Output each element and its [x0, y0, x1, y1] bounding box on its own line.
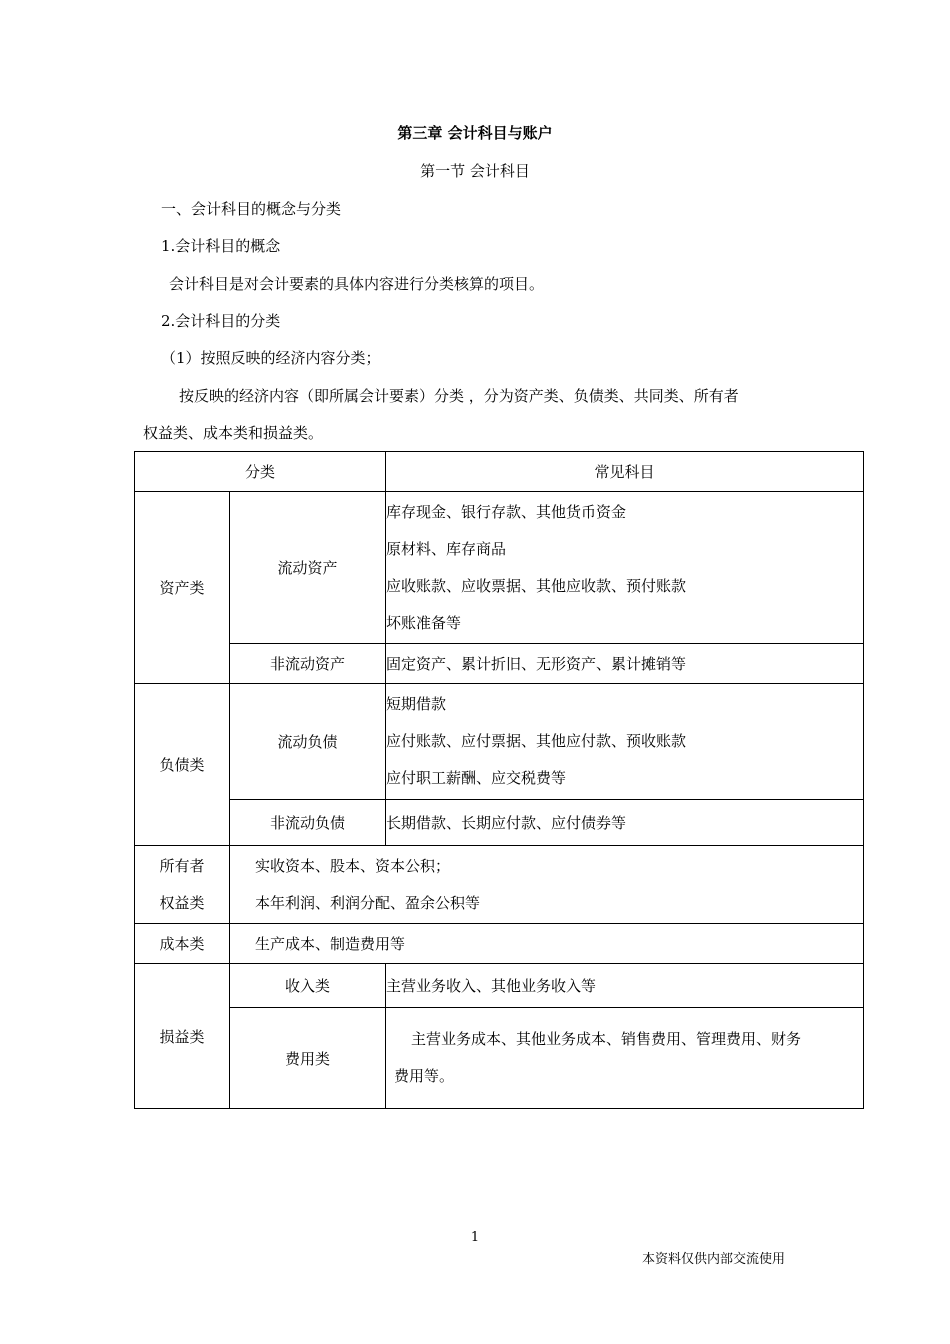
- table-row: [135, 644, 864, 684]
- chapter-title: 第三章 会计科目与账户: [397, 124, 553, 142]
- table-row: [135, 492, 864, 644]
- category-equity-line2: 权益类: [159, 893, 205, 912]
- category-assets: 资产类: [135, 492, 230, 684]
- list-item: 应付账款、应付票据、其他应付款、预收账款: [386, 732, 687, 750]
- header-common-accounts: 常见科目: [386, 452, 864, 492]
- list-item: 应收账款、应收票据、其他应收款、预付账款: [386, 576, 687, 595]
- paragraph-definition: 会计科目是对会计要素的具体内容进行分类核算的项目。: [169, 275, 545, 293]
- section-title: 第一节 会计科目: [420, 162, 530, 180]
- heading-concept-classification: 一、会计科目的概念与分类: [161, 200, 342, 218]
- category-liabilities: 负债类: [135, 684, 230, 846]
- subcategory-noncurrent-assets: 非流动资产: [230, 644, 386, 684]
- list-item: 短期借款: [386, 695, 447, 713]
- paragraph-classes-line1: 按反映的经济内容（即所属会计要素）分类 ，分为资产类、负债类、共同类、所有者: [179, 387, 739, 405]
- list-item: 原材料、库存商品: [386, 539, 507, 558]
- header-category: 分类: [135, 452, 386, 492]
- table-row: [135, 684, 864, 800]
- cost-accounts: 生产成本、制造费用等: [230, 924, 864, 964]
- footer-note: 本资料仅供内部交流使用: [642, 1252, 786, 1267]
- list-item: 本年利润、利润分配、盈余公积等: [255, 893, 481, 912]
- expense-accounts-line2: 费用等。: [394, 1067, 455, 1085]
- subcategory-revenue: 收入类: [230, 964, 386, 1008]
- table-row: [135, 924, 864, 964]
- equity-accounts: [230, 846, 864, 924]
- subcategory-current-liabilities: 流动负债: [230, 684, 386, 800]
- list-item: 库存现金、银行存款、其他货币资金: [386, 502, 627, 521]
- table-row: [135, 964, 864, 1008]
- category-equity-line1: 所有者: [159, 856, 205, 875]
- page-number: 1: [470, 1230, 480, 1245]
- heading-concept: 1.会计科目的概念: [161, 237, 281, 255]
- category-profit-loss: 损益类: [135, 964, 230, 1109]
- table-row: [135, 1008, 864, 1109]
- revenue-accounts: 主营业务收入、其他业务收入等: [386, 964, 864, 1008]
- expense-accounts: [386, 1008, 864, 1109]
- table-header-row: [135, 452, 864, 492]
- paragraph-classes-line2: 权益类、成本类和损益类。: [143, 424, 324, 442]
- table-row: [135, 846, 864, 924]
- account-classification-table: [134, 451, 864, 1109]
- noncurrent-liabilities-accounts: 长期借款、长期应付款、应付债券等: [386, 800, 864, 846]
- list-item: 坏账准备等: [386, 613, 462, 632]
- heading-classification: 2.会计科目的分类: [161, 312, 281, 330]
- subcategory-noncurrent-liabilities: 非流动负债: [230, 800, 386, 846]
- subcategory-current-assets: 流动资产: [230, 492, 386, 644]
- subcategory-expense: 费用类: [230, 1008, 386, 1109]
- list-item: 实收资本、股本、资本公积；: [255, 856, 451, 875]
- current-assets-accounts: [386, 492, 864, 644]
- list-item: 应付职工薪酬、应交税费等: [386, 769, 567, 787]
- category-equity: [135, 846, 230, 924]
- heading-by-content: （1）按照反映的经济内容分类；: [161, 349, 381, 367]
- expense-accounts-line1: 主营业务成本、其他业务成本、销售费用、管理费用、财务: [411, 1030, 802, 1048]
- category-cost: 成本类: [135, 924, 230, 964]
- table-row: [135, 800, 864, 846]
- noncurrent-assets-accounts: 固定资产、累计折旧、无形资产、累计摊销等: [386, 644, 864, 684]
- current-liabilities-accounts: [386, 684, 864, 800]
